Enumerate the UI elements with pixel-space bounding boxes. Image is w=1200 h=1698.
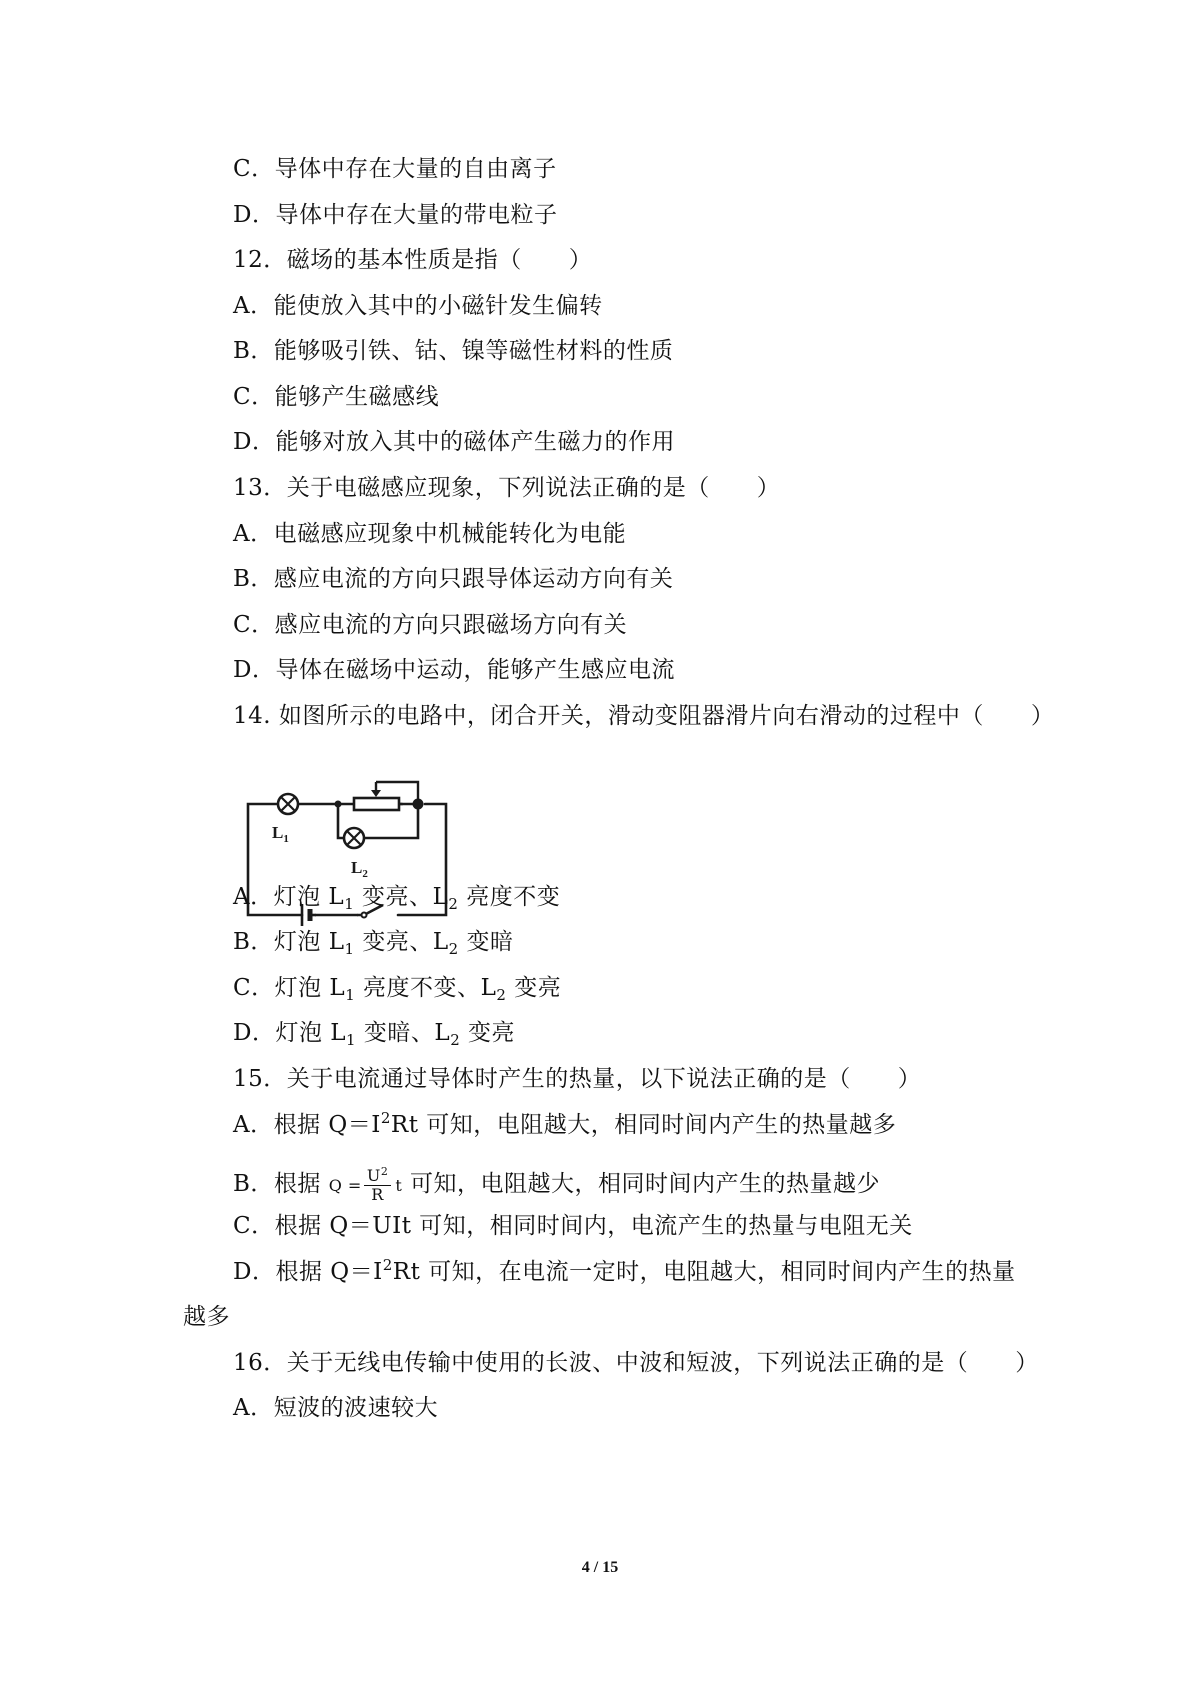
circuit-diagram bbox=[240, 778, 470, 936]
q13-option-a: A．电磁感应现象中机械能转化为电能 bbox=[233, 521, 627, 547]
page-number: 4 / 15 bbox=[581, 1559, 619, 1576]
q15-option-b: B．根据 Q = $\frac{U^2}{R}$ t 可知，电阻越大，相同时间内产生的热量越少 bbox=[233, 1164, 881, 1204]
lamp-l1-icon bbox=[278, 794, 298, 814]
q14-option-c: C．灯泡 $L_1$ 亮度不变、$L_2$ 变亮 bbox=[233, 975, 562, 1004]
q13-stem: 13．关于电磁感应现象，下列说法正确的是（ ） bbox=[233, 475, 781, 501]
q14-option-a: A．灯泡 $L_1$ 变亮、$L_2$ 亮度不变 bbox=[233, 884, 561, 913]
lamp-l2-icon bbox=[344, 828, 364, 848]
circuit-label-l1: $L_1$ bbox=[272, 823, 289, 845]
q15-option-d: D．根据 $Q=I^2Rt$ 可知，在电流一定时，电阻越大，相同时间内产生的热量 bbox=[233, 1256, 1016, 1285]
q13-option-b: B．感应电流的方向只跟导体运动方向有关 bbox=[233, 566, 674, 592]
rheostat-icon bbox=[354, 782, 418, 810]
q11-option-c: C．导体中存在大量的自由离子 bbox=[233, 156, 557, 182]
q16-option-a: A．短波的波速较大 bbox=[233, 1395, 439, 1421]
q15-option-d-continuation: 越多 bbox=[183, 1304, 230, 1330]
junction-left-icon bbox=[335, 801, 342, 808]
circuit-label-l2: $L_2$ bbox=[351, 858, 368, 880]
q15-stem: 15．关于电流通过导体时产生的热量，以下说法正确的是（ ） bbox=[233, 1066, 922, 1092]
q16-stem: 16．关于无线电传输中使用的长波、中波和短波，下列说法正确的是（ ） bbox=[233, 1350, 1039, 1376]
junction-right-icon bbox=[413, 799, 424, 810]
q14-option-b: B．灯泡 $L_1$ 变亮、$L_2$ 变暗 bbox=[233, 929, 514, 958]
q12-option-d: D．能够对放入其中的磁体产生磁力的作用 bbox=[233, 429, 675, 455]
q14-option-d: D．灯泡 $L_1$ 变暗、$L_2$ 变亮 bbox=[233, 1020, 516, 1049]
q12-option-c: C．能够产生磁感线 bbox=[233, 384, 440, 410]
q11-option-d: D．导体中存在大量的带电粒子 bbox=[233, 202, 558, 228]
circuit-wire-branch-left bbox=[298, 804, 344, 838]
q12-option-b: B．能够吸引铁、钴、镍等磁性材料的性质 bbox=[233, 338, 674, 364]
q15-option-c: C．根据 Q＝UIt 可知，相同时间内，电流产生的热量与电阻无关 bbox=[233, 1213, 913, 1239]
q12-option-a: A．能使放入其中的小磁针发生偏转 bbox=[233, 293, 603, 319]
q12-stem: 12．磁场的基本性质是指（ ） bbox=[233, 247, 593, 273]
q15-option-a: A．根据 $Q=I^2Rt$ 可知，电阻越大，相同时间内产生的热量越多 bbox=[233, 1109, 897, 1138]
q13-option-c: C．感应电流的方向只跟磁场方向有关 bbox=[233, 612, 628, 638]
q14-stem: 14. 如图所示的电路中，闭合开关，滑动变阻器滑片向右滑动的过程中（ ） bbox=[233, 703, 1055, 729]
fraction-u2-over-r: $\frac{U^2}{R}$ bbox=[364, 1167, 391, 1204]
q13-option-d: D．导体在磁场中运动，能够产生感应电流 bbox=[233, 657, 675, 683]
